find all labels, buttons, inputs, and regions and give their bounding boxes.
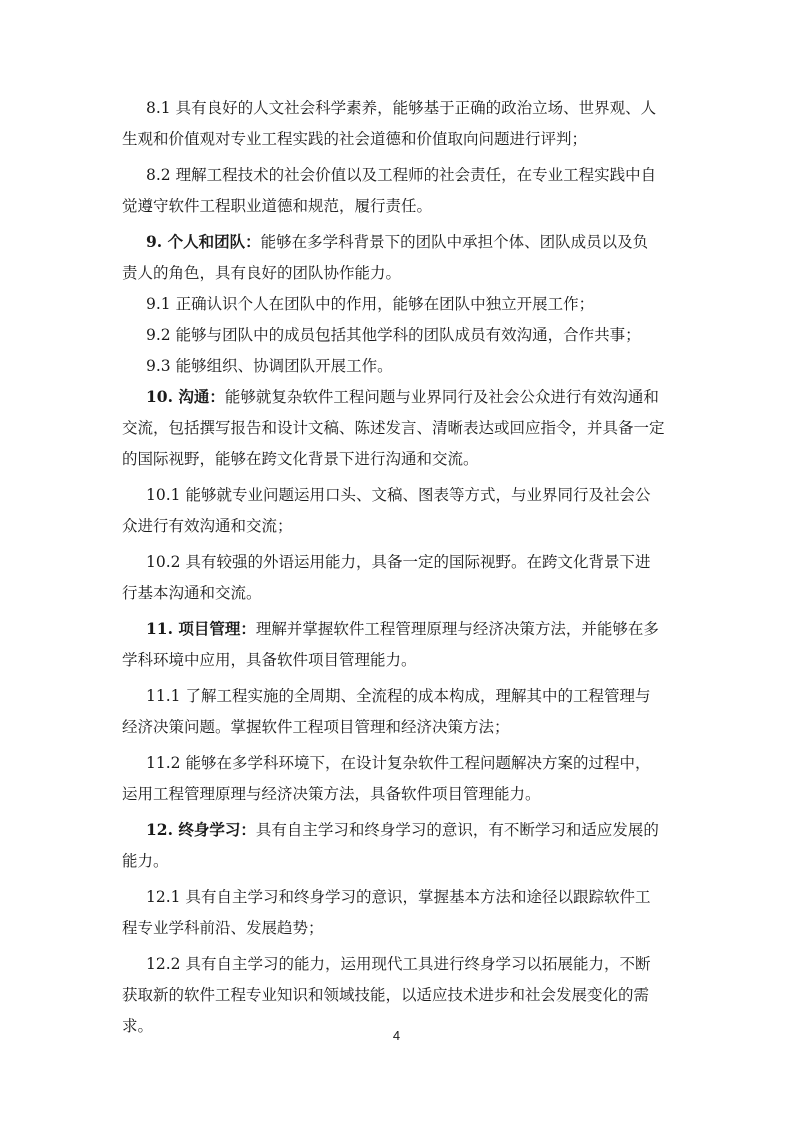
item-11-1-line-2: 经济决策问题。掌握软件工程项目管理和经济决策方法； bbox=[122, 718, 510, 736]
item-8-1-line-2: 生观和价值观对专业工程实践的社会道德和价值取向问题进行评判； bbox=[122, 130, 588, 148]
item-12-2-line-2: 获取新的软件工程专业知识和领域技能，以适应技术进步和社会发展变化的需 bbox=[122, 986, 650, 1004]
section-12-line-2: 能力。 bbox=[122, 852, 169, 870]
section-9-heading: 9. 个人和团队： bbox=[146, 232, 261, 251]
item-11-1-line-1: 11.1 了解工程实施的全周期、全流程的成本构成，理解其中的工程管理与 bbox=[146, 687, 651, 705]
section-12-heading: 12. 终身学习： bbox=[146, 820, 256, 839]
item-10-2-line-1: 10.2 具有较强的外语运用能力，具备一定的国际视野。在跨文化背景下进 bbox=[146, 553, 651, 571]
section-10-line-2: 交流，包括撰写报告和设计文稿、陈述发言、清晰表达或回应指令，并具备一定 bbox=[122, 419, 665, 437]
item-10-2-line-2: 行基本沟通和交流。 bbox=[122, 584, 262, 602]
item-8-2-line-2: 觉遵守软件工程职业道德和规范，履行责任。 bbox=[122, 197, 433, 215]
item-10-1-line-2: 众进行有效沟通和交流； bbox=[122, 517, 293, 535]
section-9-text: 能够在多学科背景下的团队中承担个体、团队成员以及负 bbox=[260, 233, 649, 251]
item-12-1-line-1: 12.1 具有自主学习和终身学习的意识，掌握基本方法和途径以跟踪软件工 bbox=[146, 888, 651, 906]
section-10-heading: 10. 沟通： bbox=[146, 387, 225, 406]
section-10-line-1 bbox=[146, 387, 659, 407]
item-9-1: 9.1 正确认识个人在团队中的作用，能够在团队中独立开展工作； bbox=[146, 295, 595, 313]
page-number: 4 bbox=[392, 1028, 401, 1043]
item-10-1-line-1: 10.1 能够就专业问题运用口头、文稿、图表等方式，与业界同行及社会公 bbox=[146, 486, 651, 504]
item-8-2-line-1: 8.2 理解工程技术的社会价值以及工程师的社会责任，在专业工程实践中自 bbox=[146, 166, 657, 184]
item-12-2-line-1: 12.2 具有自主学习的能力，运用现代工具进行终身学习以拓展能力，不断 bbox=[146, 955, 651, 973]
section-10-text: 能够就复杂软件工程问题与业界同行及社会公众进行有效沟通和 bbox=[224, 388, 659, 406]
section-9-line-1 bbox=[146, 232, 648, 252]
section-11-text: 理解并掌握软件工程管理原理与经济决策方法，并能够在多 bbox=[255, 620, 659, 638]
section-9-line-2: 责人的角色，具有良好的团队协作能力。 bbox=[122, 264, 402, 282]
section-12-text: 具有自主学习和终身学习的意识，有不断学习和适应发展的 bbox=[255, 821, 659, 839]
item-11-2-line-2: 运用工程管理原理与经济决策方法，具备软件项目管理能力。 bbox=[122, 785, 541, 803]
item-12-1-line-2: 程专业学科前沿、发展趋势； bbox=[122, 919, 324, 937]
section-11-heading: 11. 项目管理： bbox=[146, 619, 256, 638]
item-9-2: 9.2 能够与团队中的成员包括其他学科的团队成员有效沟通，合作共事； bbox=[146, 326, 641, 344]
section-11-line-1 bbox=[146, 619, 659, 639]
item-9-3: 9.3 能够组织、协调团队开展工作。 bbox=[146, 357, 393, 375]
section-12-line-1 bbox=[146, 820, 659, 840]
item-12-2-line-3: 求。 bbox=[122, 1017, 154, 1035]
item-8-1-line-1: 8.1 具有良好的人文社会科学素养，能够基于正确的政治立场、世界观、人 bbox=[146, 99, 657, 117]
section-10-line-3: 的国际视野，能够在跨文化背景下进行沟通和交流。 bbox=[122, 450, 479, 468]
section-11-line-2: 学科环境中应用，具备软件项目管理能力。 bbox=[122, 651, 417, 669]
item-11-2-line-1: 11.2 能够在多学科环境下，在设计复杂软件工程问题解决方案的过程中， bbox=[146, 754, 651, 772]
